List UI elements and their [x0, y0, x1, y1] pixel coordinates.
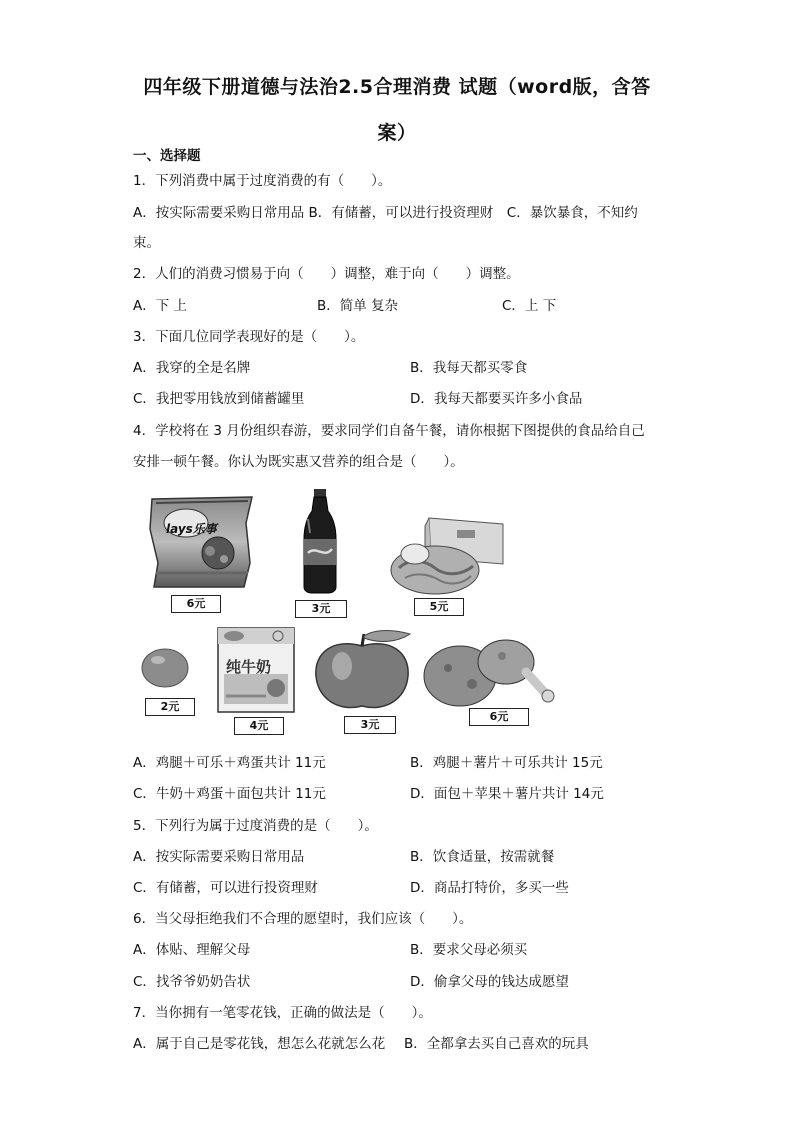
- section-heading: 一、选择题: [133, 148, 201, 164]
- title-line-2: 案）: [377, 122, 417, 144]
- milk-price-tag: 4元: [234, 717, 284, 735]
- question-3-stem: 3．下面几位同学表现好的是（ ）。: [133, 329, 365, 345]
- question-6-option-a: A．体贴、理解父母: [133, 942, 251, 958]
- question-3-option-a: A．我穿的全是名牌: [133, 360, 251, 376]
- question-1-options-cont: 束。: [133, 235, 160, 251]
- egg-image: [140, 646, 190, 694]
- question-2-stem: 2．人们的消费习惯易于向（ ）调整，难于向（ ）调整。: [133, 266, 520, 282]
- question-2-option-a: A．下 上: [133, 298, 188, 314]
- question-3-option-d: D．我每天都要买许多小食品: [410, 391, 583, 407]
- question-3-option-c: C．我把零用钱放到储蓄罐里: [133, 391, 305, 407]
- question-5-stem: 5．下列行为属于过度消费的是（ ）。: [133, 818, 378, 834]
- question-7-stem: 7．当你拥有一笔零花钱，正确的做法是（ ）。: [133, 1005, 432, 1021]
- apple-image: [312, 630, 412, 716]
- cola-bottle-image: [298, 489, 342, 599]
- question-2-option-c: C．上 下: [502, 298, 557, 314]
- question-4-option-c: C．牛奶＋鸡蛋＋面包共计 11元: [133, 786, 326, 802]
- chips-price-tag: 6元: [171, 595, 221, 613]
- egg-price-tag: 2元: [145, 698, 195, 716]
- bread-price-tag: 5元: [414, 598, 464, 616]
- question-1-options: A．按实际需要采购日常用品 B．有储蓄，可以进行投资理财 C．暴饮暴食，不知约: [133, 205, 638, 221]
- bread-image: [385, 514, 505, 600]
- question-7-option-b: B．全都拿去买自己喜欢的玩具: [404, 1036, 589, 1052]
- question-6-option-d: D．偷拿父母的钱达成愿望: [410, 974, 569, 990]
- question-6-option-b: B．要求父母必须买: [410, 942, 528, 958]
- question-2-option-b: B．简单 复杂: [317, 298, 399, 314]
- page-title: [120, 64, 674, 156]
- question-3-option-b: B．我每天都买零食: [410, 360, 528, 376]
- question-4-option-d: D．面包＋苹果＋薯片共计 14元: [410, 786, 604, 802]
- question-7-option-a: A．属于自己是零花钱，想怎么花就怎么花: [133, 1036, 386, 1052]
- question-5-option-a: A．按实际需要采购日常用品: [133, 849, 305, 865]
- question-5-option-c: C．有储蓄，可以进行投资理财: [133, 880, 318, 896]
- question-6-stem: 6．当父母拒绝我们不合理的愿望时，我们应该（ ）。: [133, 911, 473, 927]
- question-4-option-b: B．鸡腿＋薯片＋可乐共计 15元: [410, 755, 603, 771]
- question-4-option-a: A．鸡腿＋可乐＋鸡蛋共计 11元: [133, 755, 326, 771]
- question-5-option-b: B．饮食适量，按需就餐: [410, 849, 555, 865]
- question-4-stem-2: 安排一顿午餐。你认为既实惠又营养的组合是（ ）。: [133, 454, 464, 470]
- question-5-option-d: D．商品打特价，多买一些: [410, 880, 569, 896]
- chicken-price-tag: 6元: [469, 708, 529, 726]
- milk-label: 纯牛奶: [226, 658, 272, 676]
- chips-bag-image: [148, 493, 256, 595]
- title-line-1: 四年级下册道德与法治2.5合理消费 试题（word版，含答: [143, 76, 651, 98]
- question-6-option-c: C．找爷爷奶奶告状: [133, 974, 251, 990]
- question-1-stem: 1．下列消费中属于过度消费的有（ ）。: [133, 173, 392, 189]
- cola-price-tag: 3元: [295, 600, 347, 618]
- question-4-stem-1: 4．学校将在 3 月份组织春游，要求同学们自备午餐，请你根据下图提供的食品给自己: [133, 423, 645, 439]
- apple-price-tag: 3元: [344, 716, 396, 734]
- chicken-drumsticks-image: [418, 632, 556, 716]
- chips-brand-label: lays乐事: [166, 522, 217, 536]
